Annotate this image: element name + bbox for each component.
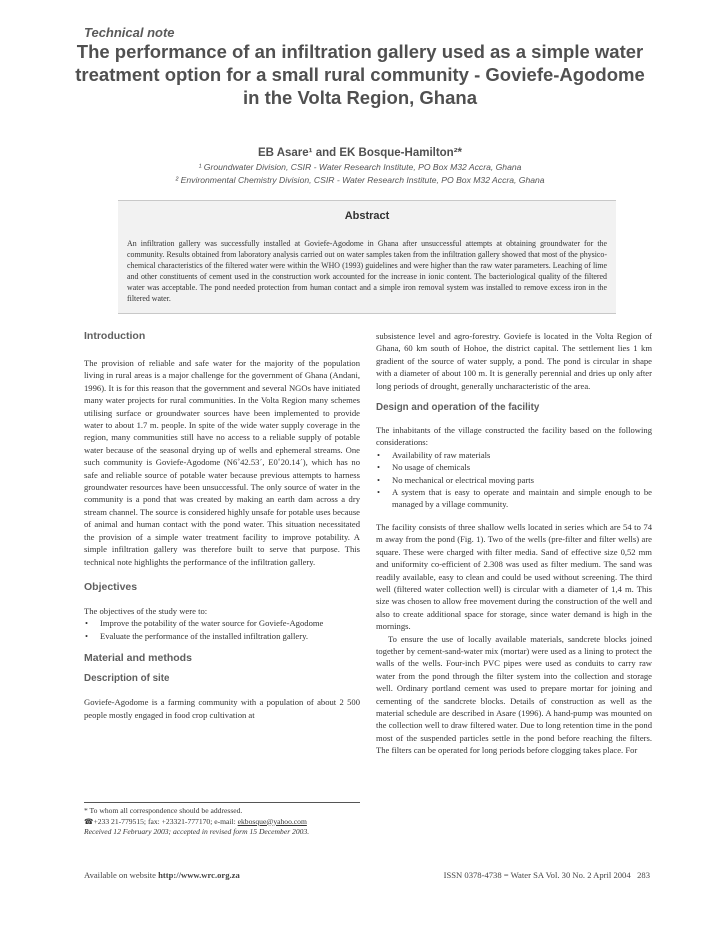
footnote-received: Received 12 February 2003; accepted in revised form 15 December 2003.: [84, 827, 310, 837]
abstract-heading: Abstract: [344, 210, 390, 222]
list-item: • No usage of chemicals: [377, 462, 471, 473]
objectives-list: [84, 617, 360, 642]
authors: EB Asare¹ and EK Bosque-Hamilton²*: [257, 147, 463, 159]
design-heading: Design and operation of the facility: [376, 402, 540, 414]
list-item: • Improve the potability of the water source for Goviefe-Agodome: [85, 618, 324, 629]
site-text: Goviefe-Agodome is a farming community with a population of about 2 500 people mostly engaged in food crop cultivation at: [84, 697, 360, 720]
page-number: 283: [637, 870, 650, 880]
issn-text: ISSN 0378-4738 = Water SA Vol. 30 No. 2 April 2004: [443, 870, 631, 880]
design-intro: The inhabitants of the village constructed the facility based on the following considerations:: [376, 425, 652, 448]
considerations-list: [376, 449, 652, 511]
construction-text: To ensure the use of locally available materials, sandcrete blocks joined together by cement-sand-water mix (mortar) were used as a lining to protect the walls of the wells. Four-inch PVC pipes were used as conduits to carry raw water from the pond through the filter system into the collection and storage well. Ordinary portland cement was used to prepare mortar for joining and cementing of the sandcrete blocks. Details of construction as well as the material schedule are described in Asare (1996). A hand-pump was mounted on the collection well to draw filtered water. Due to long retention time in the pond most of the suspended particles settle in the pond before reaching the filters. The filters can be operated for long periods before clogging takes place. For: [376, 633, 652, 756]
affiliation-1: ¹ Groundwater Division, CSIR - Water Research Institute, PO Box M32 Accra, Ghana: [198, 162, 522, 172]
site-text-continued: subsistence level and agro-forestry. Goviefe is located in the Volta Region of Ghana, 60 km south of Hohoe, the district capital. The settlement lies 1 km gradient of the source of water supply, a pond. The pond is circular in shape with a diameter of about 100 m. It is generally perennial and dries up only after long periods of drought, generally uncharacteristic of the area.: [376, 331, 652, 391]
article-title: The performance of an infiltration gallery used as a simple water treatment option for a small rural community - Goviefe-Agodome in the Volta Region, Ghana: [75, 41, 645, 108]
email-link[interactable]: ekbosque@yahoo.com: [237, 816, 307, 826]
footnote-correspondence: * To whom all correspondence should be addressed.: [84, 806, 243, 815]
objectives-intro: The objectives of the study were to:: [84, 605, 208, 616]
website-link[interactable]: http://www.wrc.org.za: [158, 870, 240, 880]
left-column: [84, 330, 360, 721]
site-heading: Description of site: [84, 673, 170, 685]
right-column: [376, 330, 652, 757]
affiliation-2: ² Environmental Chemistry Division, CSIR - Water Research Institute, PO Box M32 Accra, Ghana: [175, 175, 545, 185]
footnote-divider: [84, 802, 360, 803]
abstract-box: [118, 200, 616, 314]
facility-text: The facility consists of three shallow wells located in series which are 54 to 74 m away from the pond (Fig. 1). Two of the wells (pre-filter and filter wells) are square. These were charged with filter media. Sand of effective size 0,52 mm and uniformity co-efficient of 2.308 was used as filter medium. The sand was readily available, easy to clean and could be used without screening. The third well (filtered water collection well) is circular with a diameter of 1,4 m. This size was chosen to allow free movement during the construction of the well and also to create additional space for storage, since water demand is high in the mornings.: [376, 521, 652, 632]
footer-issn: [444, 870, 650, 880]
list-item: • Availability of raw materials: [377, 449, 491, 460]
footnote-contact: ☎+233 21-779515; fax: +23321-777170; e-mail: ekbosque@yahoo.com: [84, 816, 307, 826]
introduction-text: The provision of reliable and safe water for the majority of the population living in rural areas is a major challenge for the government of Ghana (Andani, 1996). It is for this reason that the government and several NGOs have initiated many water projects for rural communities. In the Volta Region many schemes utilising surface or groundwater sources have been implemented to provide water to about 1.7 m. people. In spite of the wide water supply coverage in the region, many communities still have no access to a reliable supply of potable water because of the seasonal drying up of wells and ephemeral streams. One such community is Goviefe-Agodome (N6˚42.53´, E0˚20.14´), which has no safe and reliable source of potable water because previous attempts to harness groundwater resources have been unsuccessful. The only source of water in the community is a pond that was created by making an earth dam across a dry stream channel. The source is considered highly unsafe for potable uses because of animal and human contact with the pond water. This situation necessitated the provision of a simple water treatment facility to improve potability. A simple infiltration gallery was therefore built to serve that purpose. This technical note highlights the performance of the infiltration gallery.: [84, 358, 360, 567]
article-type-label: Technical note: [84, 25, 175, 40]
materials-heading: Material and methods: [84, 652, 192, 665]
introduction-heading: Introduction: [84, 330, 146, 342]
objectives-heading: Objectives: [84, 580, 138, 593]
list-item: • Evaluate the performance of the installed infiltration gallery.: [85, 630, 308, 641]
footer-website: Available on website http://www.wrc.org.za: [84, 870, 240, 880]
abstract-text: An infiltration gallery was successfully installed at Goviefe-Agodome in Ghana after unsuccessful attempts at obtaining groundwater for the community. Results obtained from laboratory analysis carried out on water samples taken from the infiltration gallery showed that most of the physico-chemical characteristics of the filtered water were within the WHO (1993) guidelines and were higher than the raw water parameters. Leaching of lime and other constituents of cement used in the construction work accounted for the increase in ionic content. The bacteriological quality of the filtered water was acceptable. The pond needed protection from human contact and a simple iron removal system was installed to remove excess iron in the filtered water.: [127, 239, 607, 303]
list-item: • No mechanical or electrical moving parts: [377, 474, 534, 485]
list-item: • A system that is easy to operate and maintain and simple enough to be managed by a village community.: [377, 487, 652, 510]
footnotes: [84, 806, 360, 838]
